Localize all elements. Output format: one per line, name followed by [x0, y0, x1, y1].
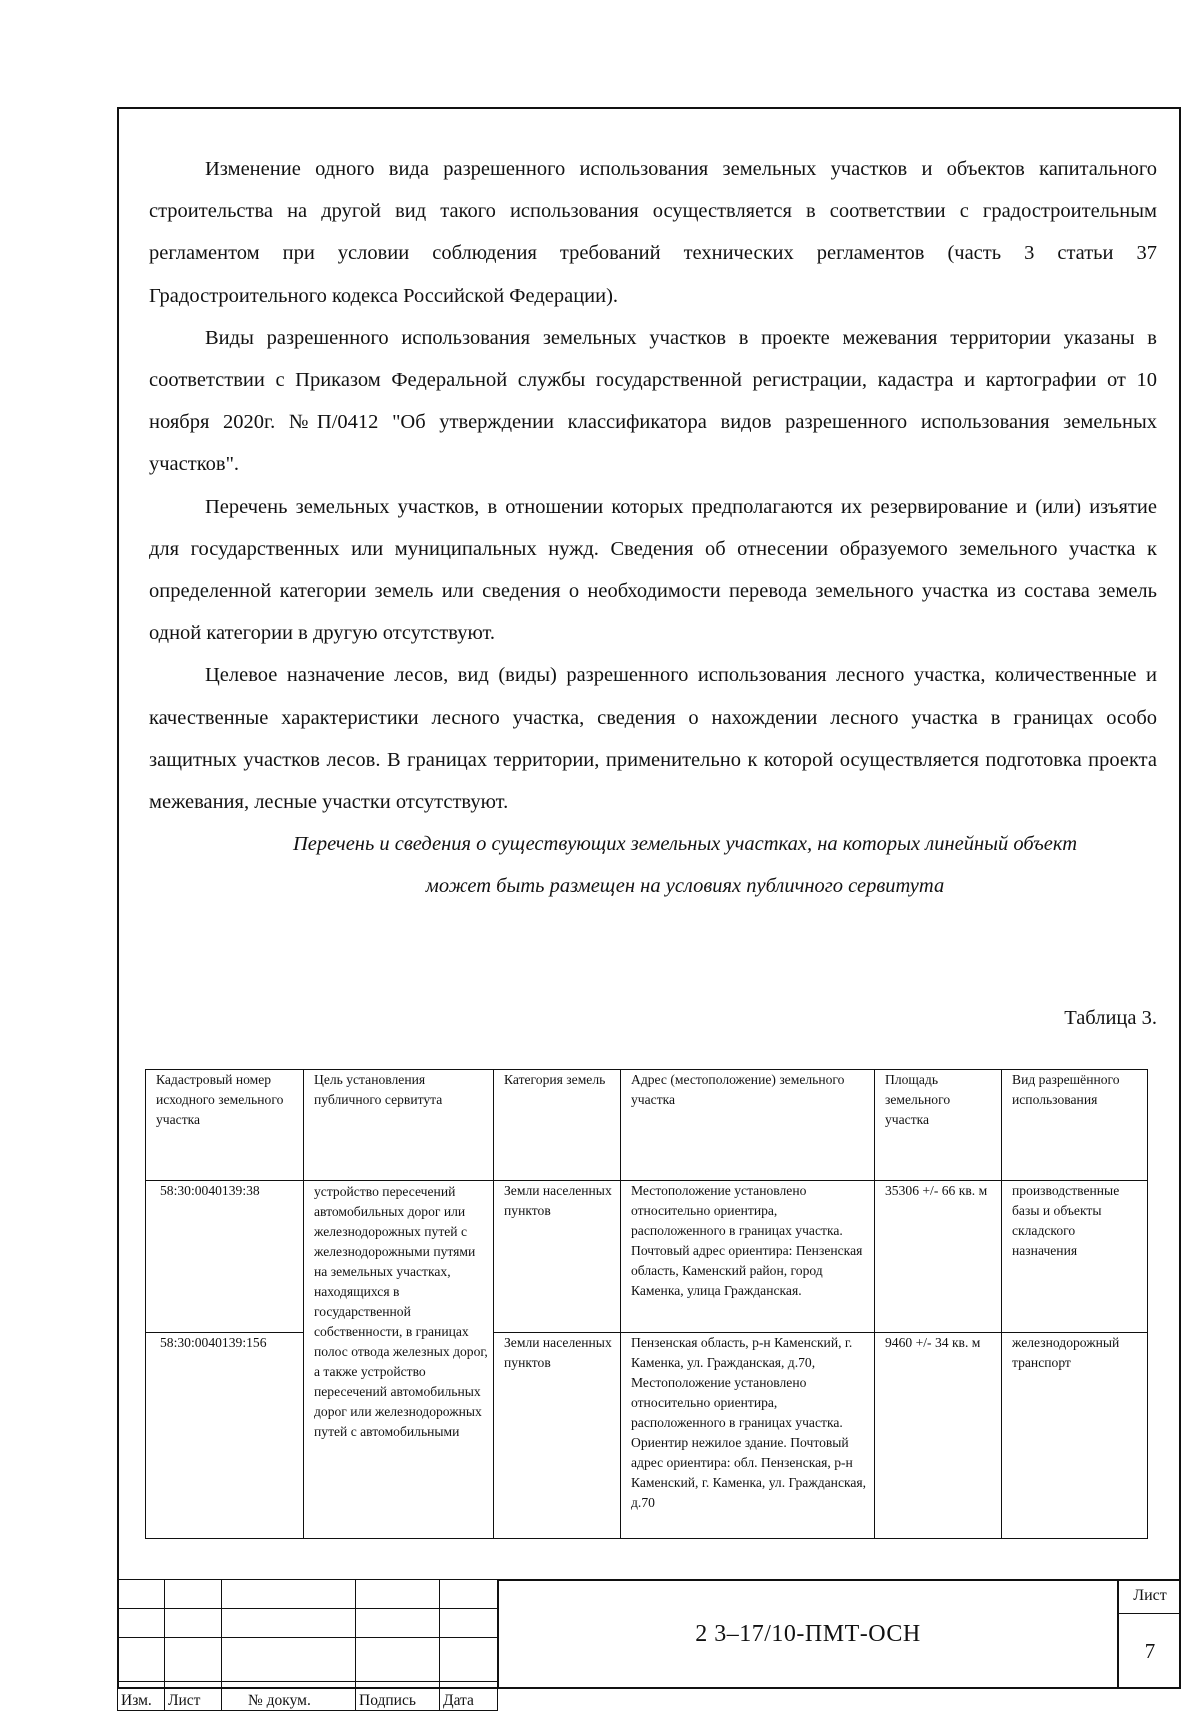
label-sheet: Лист: [165, 1682, 222, 1711]
paragraph: Целевое назначение лесов, вид (виды) разрешенного использования лесного участка, количественные и качественные характеристики лесного участка, сведения о нахождении лесного участка в границах особо защитных участков лесов. В границах территории, применительно к которой осуществляется подготовка проекта межевания, лесные участки отсутствуют.: [149, 664, 1157, 814]
table-row: [146, 1333, 1148, 1539]
cell-address: Местоположение установлено относительно ориентира, расположенного в границах участка. Почтовый адрес ориентира: Пензенская область, Каменский район, город Каменка, улица Гражданская.: [621, 1181, 875, 1333]
cell-area: 9460 +/- 34 кв. м: [875, 1333, 1002, 1539]
cell-permitted-use: железнодорожный транспорт: [1002, 1333, 1148, 1539]
label-signature: Подпись: [356, 1682, 440, 1711]
table-caption: [149, 823, 1157, 907]
cell-cadastral-number: 58:30:0040139:38: [146, 1181, 304, 1333]
header-permitted-use: Вид разрешённого использования: [1002, 1070, 1148, 1181]
header-cadastral-number: Кадастровый номер исходного земельного участка: [146, 1070, 304, 1181]
table-number: Таблица 3.: [1064, 1007, 1157, 1029]
label-date: Дата: [440, 1682, 498, 1711]
sheet-label: Лист: [1117, 1579, 1181, 1614]
document-body: [149, 148, 1157, 907]
label-change: Изм.: [118, 1682, 165, 1711]
cell-land-category: Земли населенных пунктов: [494, 1181, 621, 1333]
table-row: [146, 1181, 1148, 1333]
document-code: 2 3–17/10-ПМТ-ОСН: [497, 1579, 1117, 1687]
cell-permitted-use: производственные базы и объекты складского назначения: [1002, 1181, 1148, 1333]
table-caption-line-1: Перечень и сведения о существующих земельных участках, на которых линейный объект: [292, 833, 1078, 856]
cell-land-category: Земли населенных пунктов: [494, 1333, 621, 1539]
cell-servitude-purpose: устройство пересечений автомобильных дорог или железнодорожных путей с железнодорожными путями на земельных участках, находящихся в государственной собственности, в границах полос отвода железных дорог, а также устройство пересечений автомобильных дорог или железнодорожных путей с автомобильными: [304, 1181, 494, 1539]
title-block-label-row: [118, 1682, 498, 1711]
cell-address: Пензенская область, р-н Каменский, г. Каменка, ул. Гражданская, д.70, Местоположение установлено относительно ориентира, расположенного в границах участка. Ориентир нежилое здание. Почтовый адрес ориентира: обл. Пензенская, р-н Каменский, г. Каменка, ул. Гражданская, д.70: [621, 1333, 875, 1539]
label-doc-number: № докум.: [222, 1682, 356, 1711]
paragraph: Изменение одного вида разрешенного использования земельных участков и объектов капитального строительства на другой вид такого использования осуществляется в соответствии с градостроительным регламентом при условии соблюдения требований технических регламентов (часть 3 статьи 37 Градостроительного кодекса Российской Федерации).: [149, 158, 1157, 307]
header-address: Адрес (местоположение) земельного участка: [621, 1070, 875, 1181]
title-block-row: [118, 1638, 498, 1682]
table-caption-line-2: может быть размещен на условиях публичного сервитута: [425, 875, 945, 898]
sheet-number: 7: [1117, 1614, 1181, 1689]
title-block-row: [118, 1609, 498, 1638]
cell-area: 35306 +/- 66 кв. м: [875, 1181, 1002, 1333]
cell-cadastral-number: 58:30:0040139:156: [146, 1333, 304, 1539]
header-area: Площадь земельного участка: [875, 1070, 1002, 1181]
header-land-category: Категория земель: [494, 1070, 621, 1181]
table-header-row: [146, 1070, 1148, 1181]
paragraph: Виды разрешенного использования земельных участков в проекте межевания территории указаны в соответствии с Приказом Федеральной службы государственной регистрации, кадастра и картографии от 10 ноября 2020г. №П/0412 "Об утверждении классификатора видов разрешенного использования земельных участков".: [149, 326, 1157, 476]
header-servitude-purpose: Цель установления публичного сервитута: [304, 1070, 494, 1181]
title-block-row: [118, 1580, 498, 1609]
servitude-table: [145, 1069, 1148, 1539]
paragraph: Перечень земельных участков, в отношении которых предполагаются их резервирование и (или) изъятие для государственных или муниципальных нужд. Сведения об отнесении образуемого земельного участка к определенной категории земель или сведения о необходимости перевода земельного участка из состава земель одной категории в другую отсутствуют.: [149, 495, 1157, 645]
title-block-grid: [117, 1579, 498, 1711]
